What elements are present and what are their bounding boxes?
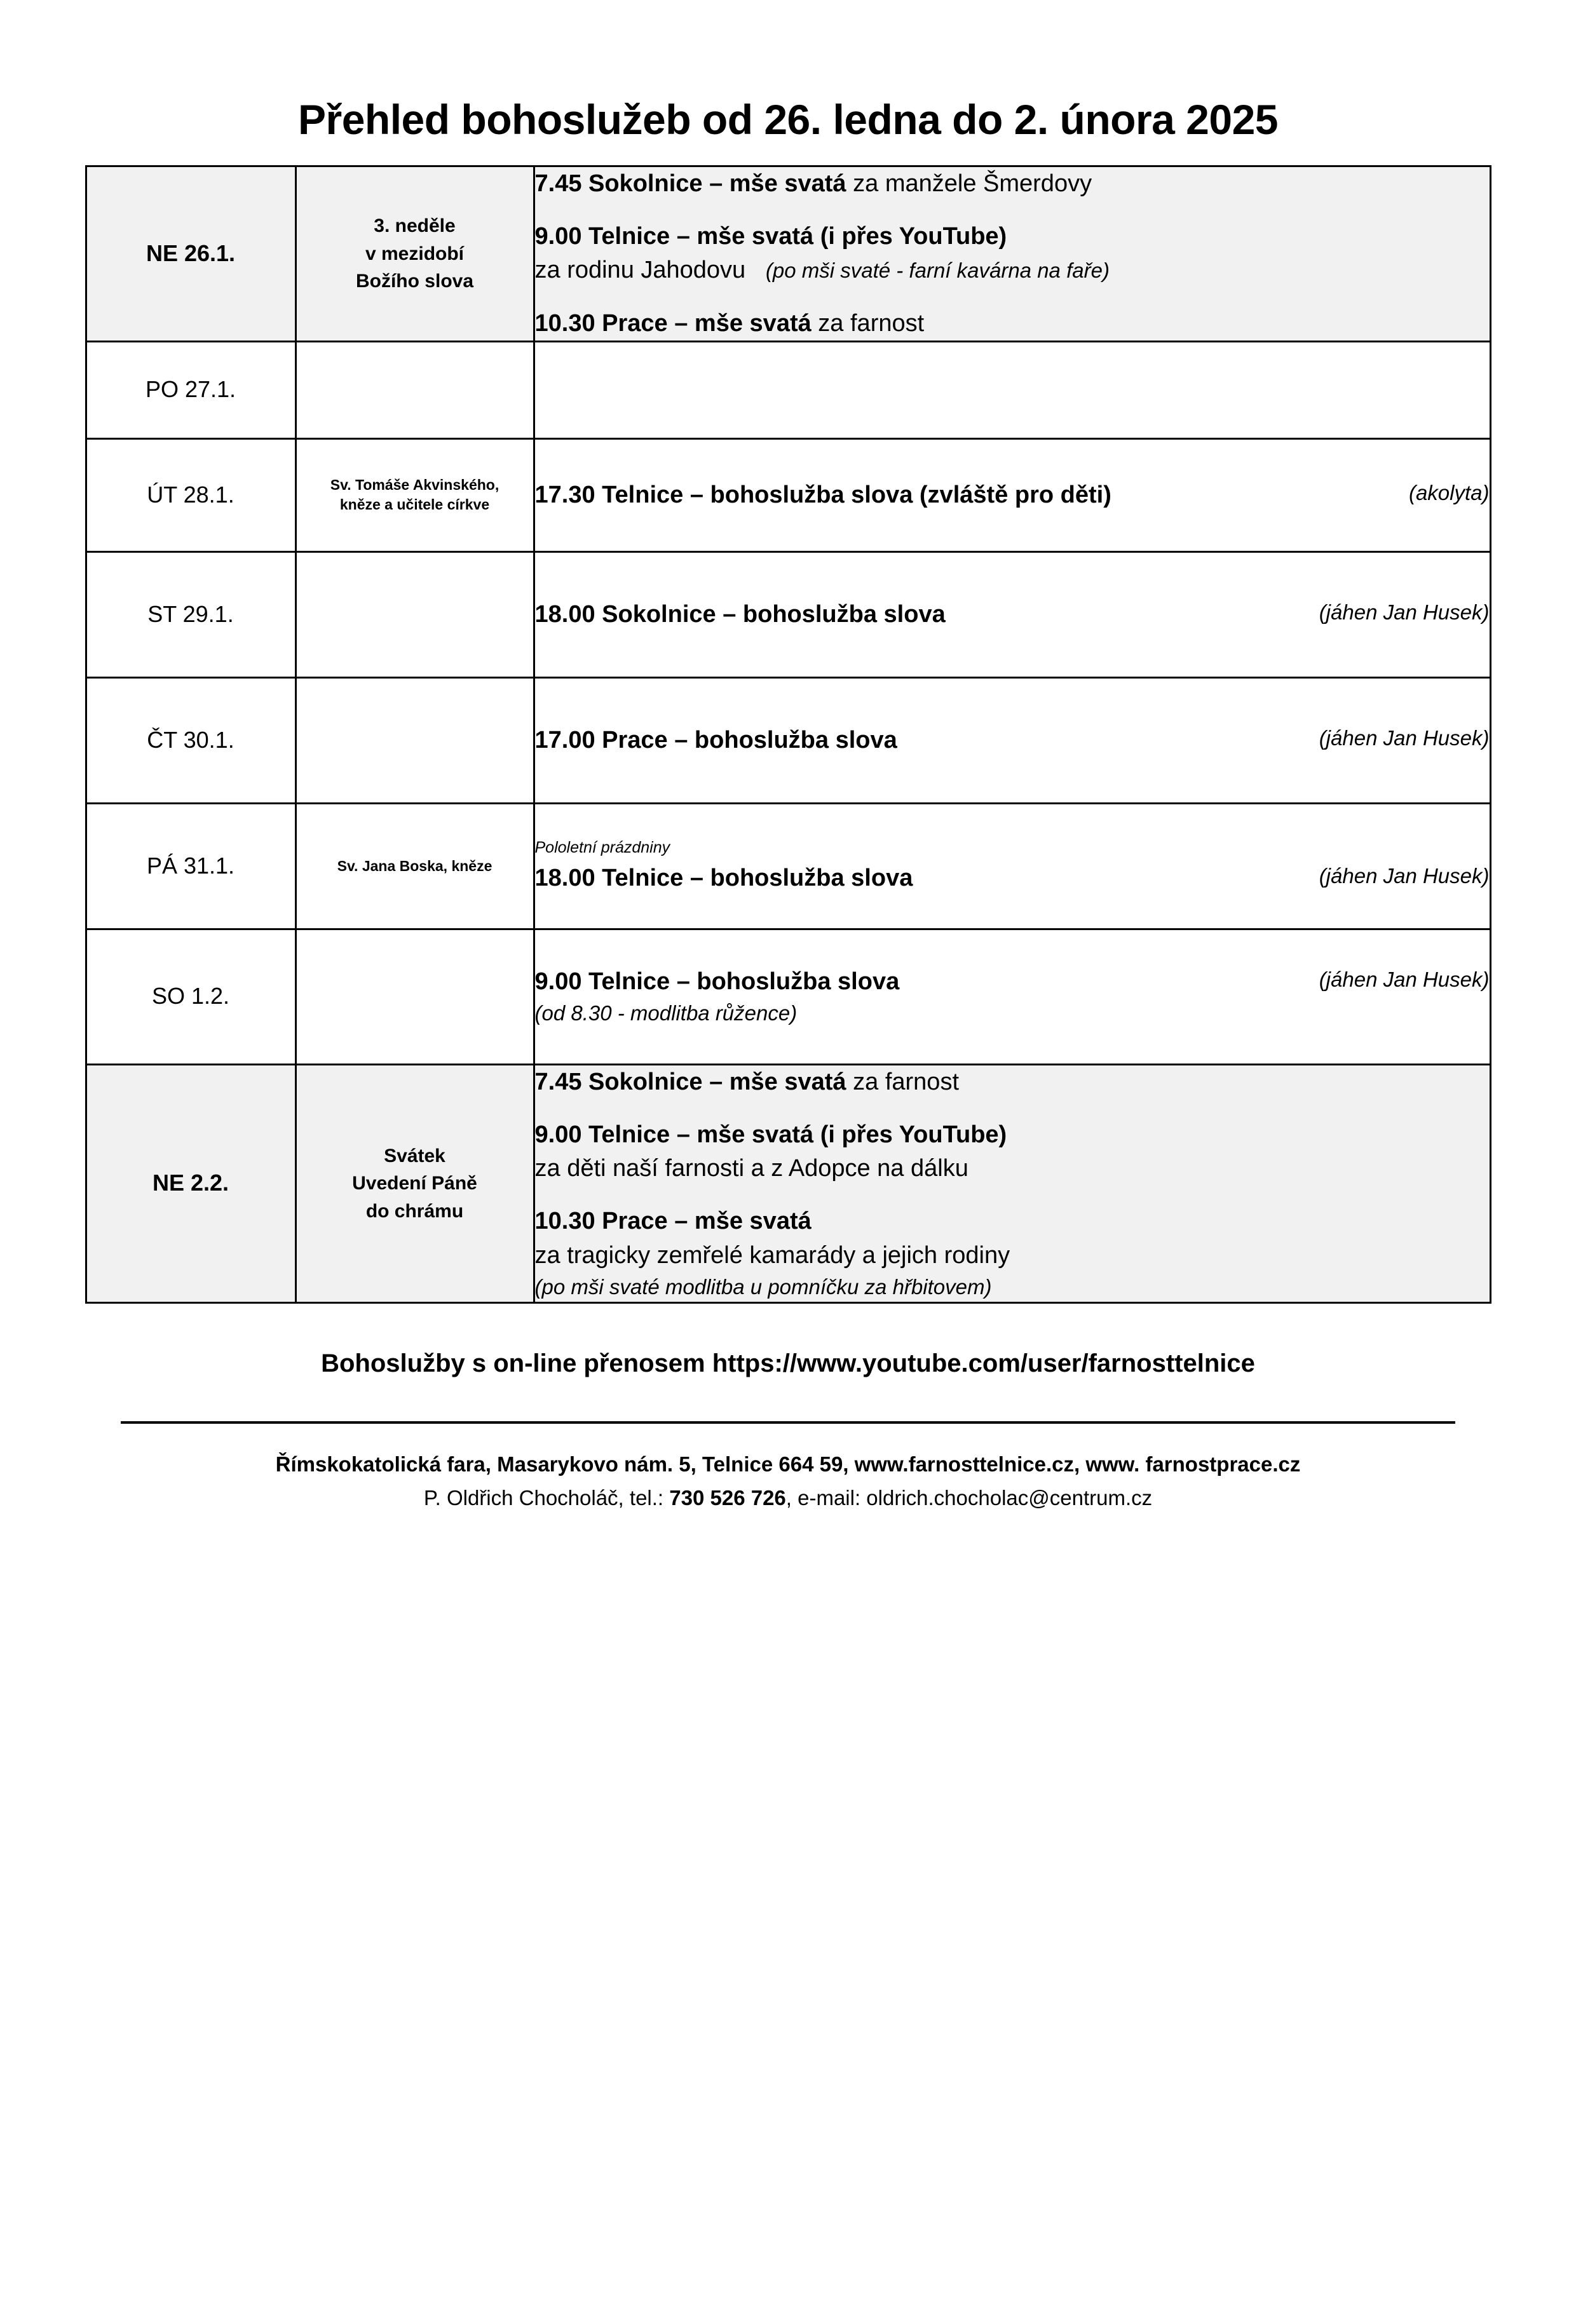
row-services xyxy=(534,341,1490,438)
service-entry xyxy=(535,307,1490,341)
footer-address: Římskokatolická fara, Masarykovo nám. 5, Telnice 664 59, www.farnosttelnice.cz, www. farnostprace.cz xyxy=(275,1452,1301,1476)
feast-line: kněze a učitele církve xyxy=(339,496,490,513)
feast-line: Svátek xyxy=(384,1145,445,1166)
service-intention: za tragicky zemřelé kamarády a jejich rodiny xyxy=(534,1241,1010,1269)
service-head: 9.00 Telnice – mše svatá (i přes YouTube) xyxy=(534,223,1007,250)
service-entry xyxy=(535,724,1490,757)
table-row xyxy=(86,438,1490,551)
service-entry xyxy=(535,167,1490,201)
service-intention xyxy=(535,253,1490,287)
service-head: 7.45 Sokolnice – mše svatá xyxy=(534,1068,846,1095)
row-feast-label xyxy=(296,166,534,342)
service-minister: (akolyta) xyxy=(1408,480,1490,504)
service-note: (po mši svaté modlitba u pomníčku za hřbitovem) xyxy=(534,1274,992,1299)
service-head: 10.30 Prace – mše svatá xyxy=(534,309,812,337)
row-services xyxy=(534,803,1490,929)
feast-line: 3. neděle xyxy=(374,215,456,237)
row-feast-label xyxy=(296,929,534,1064)
row-day-label: ÚT 28.1. xyxy=(86,438,296,551)
service-head: 17.30 Telnice – bohoslužba slova (zvláště pro děti) xyxy=(534,481,1111,508)
service-head: 18.00 Sokolnice – bohoslužba slova xyxy=(534,600,946,628)
service-minister: (jáhen Jan Husek) xyxy=(1319,600,1490,624)
service-tail: za farnost xyxy=(846,1068,959,1095)
row-services xyxy=(534,929,1490,1064)
table-row xyxy=(86,341,1490,438)
row-services xyxy=(534,1064,1490,1302)
row-day-label: PÁ 31.1. xyxy=(86,803,296,929)
table-row xyxy=(86,1064,1490,1302)
document-page xyxy=(0,95,1576,2324)
service-head: 18.00 Telnice – bohoslužba slova xyxy=(534,865,913,892)
row-feast-label xyxy=(296,438,534,551)
service-tail: za farnost xyxy=(811,309,925,337)
feast-line: Sv. Jana Boska, kněze xyxy=(337,857,492,874)
page-title: Přehled bohoslužeb od 26. ledna do 2. února 2025 xyxy=(297,96,1279,143)
feast-line: Božího slova xyxy=(355,271,474,292)
service-entry xyxy=(535,220,1490,287)
service-head: 9.00 Telnice – mše svatá (i přes YouTube) xyxy=(534,1121,1007,1148)
service-entry xyxy=(535,478,1490,512)
row-day-label: PO 27.1. xyxy=(86,341,296,438)
service-minister: (jáhen Jan Husek) xyxy=(1319,726,1490,750)
footer-contact xyxy=(0,1482,1576,1515)
service-note: (po mši svaté - farní kavárna na faře) xyxy=(765,259,1110,283)
service-entry xyxy=(535,837,1490,895)
service-head: 9.00 Telnice – bohoslužba slova xyxy=(534,968,900,996)
table-row xyxy=(86,929,1490,1064)
row-feast-label xyxy=(296,341,534,438)
footer-contact-suffix: , e-mail: oldrich.chocholac@centrum.cz xyxy=(785,1485,1153,1510)
table-row xyxy=(86,551,1490,677)
service-intention: za děti naší farnosti a z Adopce na dálku xyxy=(534,1155,968,1182)
row-day-label: ČT 30.1. xyxy=(86,677,296,803)
service-entry xyxy=(535,965,1490,1028)
service-entry xyxy=(535,1205,1490,1302)
row-feast-label xyxy=(296,551,534,677)
service-head: 10.30 Prace – mše svatá xyxy=(534,1208,812,1235)
row-feast-label xyxy=(296,677,534,803)
schedule-table xyxy=(85,165,1491,1304)
row-day-label: ST 29.1. xyxy=(86,551,296,677)
row-services xyxy=(534,166,1490,342)
feast-line: do chrámu xyxy=(365,1200,464,1222)
row-day-label: SO 1.2. xyxy=(86,929,296,1064)
feast-line: v mezidobí xyxy=(365,243,465,264)
footer-phone: 730 526 726 xyxy=(669,1485,786,1510)
service-minister: (jáhen Jan Husek) xyxy=(1319,968,1490,992)
row-day-label: NE 2.2. xyxy=(86,1064,296,1302)
service-head: 17.00 Prace – bohoslužba slova xyxy=(534,726,897,753)
table-row xyxy=(86,677,1490,803)
service-entry xyxy=(535,1118,1490,1186)
service-head: 7.45 Sokolnice – mše svatá xyxy=(534,170,846,197)
youtube-note: Bohoslužby s on-line přenosem https://www.youtube.com/user/farnosttelnice xyxy=(321,1349,1255,1377)
row-services xyxy=(534,677,1490,803)
row-day-label: NE 26.1. xyxy=(86,166,296,342)
feast-line: Uvedení Páně xyxy=(352,1173,477,1194)
row-services xyxy=(534,438,1490,551)
service-minister: (jáhen Jan Husek) xyxy=(1319,864,1490,888)
table-row xyxy=(86,803,1490,929)
service-intention-text: za rodinu Jahodovu xyxy=(534,257,746,284)
row-feast-label xyxy=(296,803,534,929)
footer-contact-prefix: P. Oldřich Chocholáč, tel.: xyxy=(423,1485,670,1510)
service-entry xyxy=(535,598,1490,632)
footer xyxy=(0,1448,1576,1515)
service-note: (od 8.30 - modlitba růžence) xyxy=(534,1001,798,1025)
footer-divider xyxy=(121,1421,1455,1424)
feast-line: Sv. Tomáše Akvinského, xyxy=(330,476,499,494)
service-tail: za manžele Šmerdovy xyxy=(846,170,1092,197)
row-services xyxy=(534,551,1490,677)
service-side-note: Pololetní prázdniny xyxy=(534,839,670,857)
row-feast-label xyxy=(296,1064,534,1302)
table-row xyxy=(86,166,1490,342)
service-entry xyxy=(535,1065,1490,1099)
